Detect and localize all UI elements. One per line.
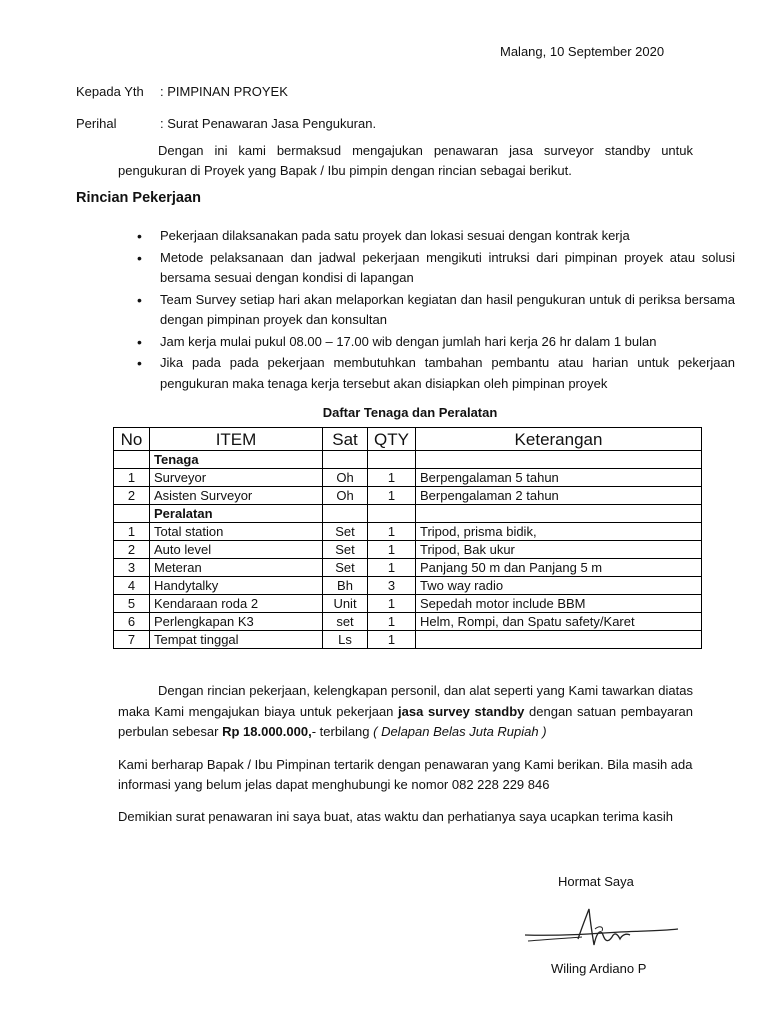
cost-amount: Rp 18.000.000, [222, 724, 312, 739]
personnel-equipment-table [113, 427, 702, 649]
section-title: Rincian Pekerjaan [76, 190, 201, 206]
table-row [114, 613, 702, 631]
recipient-label: Kepada Yth [76, 84, 144, 99]
list-item: • Team Survey setiap hari akan melaporkan kegiatan dan hasil pengukuran untuk di periksa bersama dengan pimpinan proyek dan konsultan [160, 290, 735, 331]
signer-name: Wiling Ardiano P [551, 961, 647, 976]
cell-qty: 1 [368, 523, 416, 541]
work-details-list [118, 226, 735, 395]
list-item: • Pekerjaan dilaksanakan pada satu proyek dan lokasi sesuai dengan kontrak kerja [160, 226, 735, 247]
cell-qty: 1 [368, 559, 416, 577]
cell-item: Surveyor [150, 469, 323, 487]
cell-qty: 1 [368, 469, 416, 487]
cell-keterangan: Sepedah motor include BBM [416, 595, 702, 613]
group-label: Tenaga [150, 451, 323, 469]
cell-no: 7 [114, 631, 150, 649]
service-name: jasa survey standby [398, 703, 525, 719]
cell-keterangan: Panjang 50 m dan Panjang 5 m [416, 559, 702, 577]
table-row [114, 469, 702, 487]
cell-item: Perlengkapan K3 [150, 613, 323, 631]
cell-no: 2 [114, 487, 150, 505]
cell-no: 1 [114, 469, 150, 487]
table-row [114, 559, 702, 577]
table-row [114, 487, 702, 505]
table-row [114, 595, 702, 613]
cell-no: 5 [114, 595, 150, 613]
intro-paragraph: Dengan ini kami bermaksud mengajukan penawaran jasa surveyor standby untuk pengukuran di Proyek yang Bapak / Ibu pimpin dengan rincian sebagai berikut. [118, 143, 693, 178]
cost-text-3: - terbilang [311, 724, 374, 739]
cell-sat: Unit [323, 595, 368, 613]
cell-item: Auto level [150, 541, 323, 559]
cell-qty: 1 [368, 631, 416, 649]
cell-keterangan: Tripod, prisma bidik, [416, 523, 702, 541]
cell-item: Asisten Surveyor [150, 487, 323, 505]
subject-label: Perihal [76, 116, 117, 131]
cell-item: Kendaraan roda 2 [150, 595, 323, 613]
cell-no: 4 [114, 577, 150, 595]
cell-qty: 1 [368, 541, 416, 559]
cell-sat: Set [323, 559, 368, 577]
cost-text-2: dengan satuan pembayaran perbulan sebesar [118, 703, 693, 739]
cell-qty: 1 [368, 613, 416, 631]
cell-item: Handytalky [150, 577, 323, 595]
list-item: • Jam kerja mulai pukul 08.00 – 17.00 wib dengan jumlah hari kerja 26 hr dalam 1 bulan [160, 332, 735, 353]
amount-in-words: ( Delapan Belas Juta Rupiah ) [373, 724, 547, 739]
cost-text-1: Dengan rincian pekerjaan, kelengkapan personil, dan alat seperti yang Kami tawarkan diatas maka Kami mengajukan biaya untuk pekerjaan [118, 683, 693, 719]
cell-qty: 1 [368, 487, 416, 505]
cell-keterangan [416, 631, 702, 649]
cell-sat: Bh [323, 577, 368, 595]
table-header-row [114, 428, 702, 451]
group-row-tenaga [114, 451, 702, 469]
letter-date: Malang, 10 September 2020 [500, 44, 665, 59]
cell-no: 6 [114, 613, 150, 631]
cell-sat: set [323, 613, 368, 631]
hope-paragraph: Kami berharap Bapak / Ibu Pimpinan tertarik dengan penawaran yang Kami berikan. Bila masih ada informasi yang belum jelas dapat menghubungi ke nomor 082 228 229 846 [118, 757, 693, 792]
table-row [114, 523, 702, 541]
col-no: No [114, 428, 150, 451]
list-item: • Metode pelaksanaan dan jadwal pekerjaan mengikuti intruksi dari pimpinan proyek atau solusi bersama sesuai dengan kondisi di lapangan [160, 248, 735, 289]
recipient-value: : PIMPINAN PROYEK [160, 84, 288, 99]
col-keterangan: Keterangan [416, 428, 702, 451]
table-row [114, 541, 702, 559]
cell-keterangan: Tripod, Bak ukur [416, 541, 702, 559]
group-row-peralatan [114, 505, 702, 523]
cell-no: 3 [114, 559, 150, 577]
cell-no: 2 [114, 541, 150, 559]
cell-item: Tempat tinggal [150, 631, 323, 649]
cell-qty: 3 [368, 577, 416, 595]
group-label: Peralatan [150, 505, 323, 523]
list-item: • Jika pada pada pekerjaan membutuhkan tambahan pembantu atau harian untuk pekerjaan pengukuran maka tenaga kerja tersebut akan disiapkan oleh pimpinan proyek [160, 353, 735, 394]
cell-sat: Set [323, 523, 368, 541]
table-row [114, 631, 702, 649]
cell-keterangan: Berpengalaman 2 tahun [416, 487, 702, 505]
table-title: Daftar Tenaga dan Peralatan [322, 405, 498, 420]
cell-item: Total station [150, 523, 323, 541]
subject-value: : Surat Penawaran Jasa Pengukuran. [160, 116, 377, 131]
cell-keterangan: Helm, Rompi, dan Spatu safety/Karet [416, 613, 702, 631]
cell-no: 1 [114, 523, 150, 541]
cell-sat: Ls [323, 631, 368, 649]
cell-keterangan: Two way radio [416, 577, 702, 595]
col-qty: QTY [368, 428, 416, 451]
cell-sat: Set [323, 541, 368, 559]
table-row [114, 577, 702, 595]
cost-paragraph [118, 681, 693, 743]
col-item: ITEM [150, 428, 323, 451]
col-sat: Sat [323, 428, 368, 451]
cell-keterangan: Berpengalaman 5 tahun [416, 469, 702, 487]
cell-sat: Oh [323, 469, 368, 487]
cell-qty: 1 [368, 595, 416, 613]
cell-sat: Oh [323, 487, 368, 505]
signature-greeting: Hormat Saya [558, 874, 634, 889]
cell-item: Meteran [150, 559, 323, 577]
closing-paragraph: Demikian surat penawaran ini saya buat, atas waktu dan perhatianya saya ucapkan terima kasih [118, 809, 673, 824]
